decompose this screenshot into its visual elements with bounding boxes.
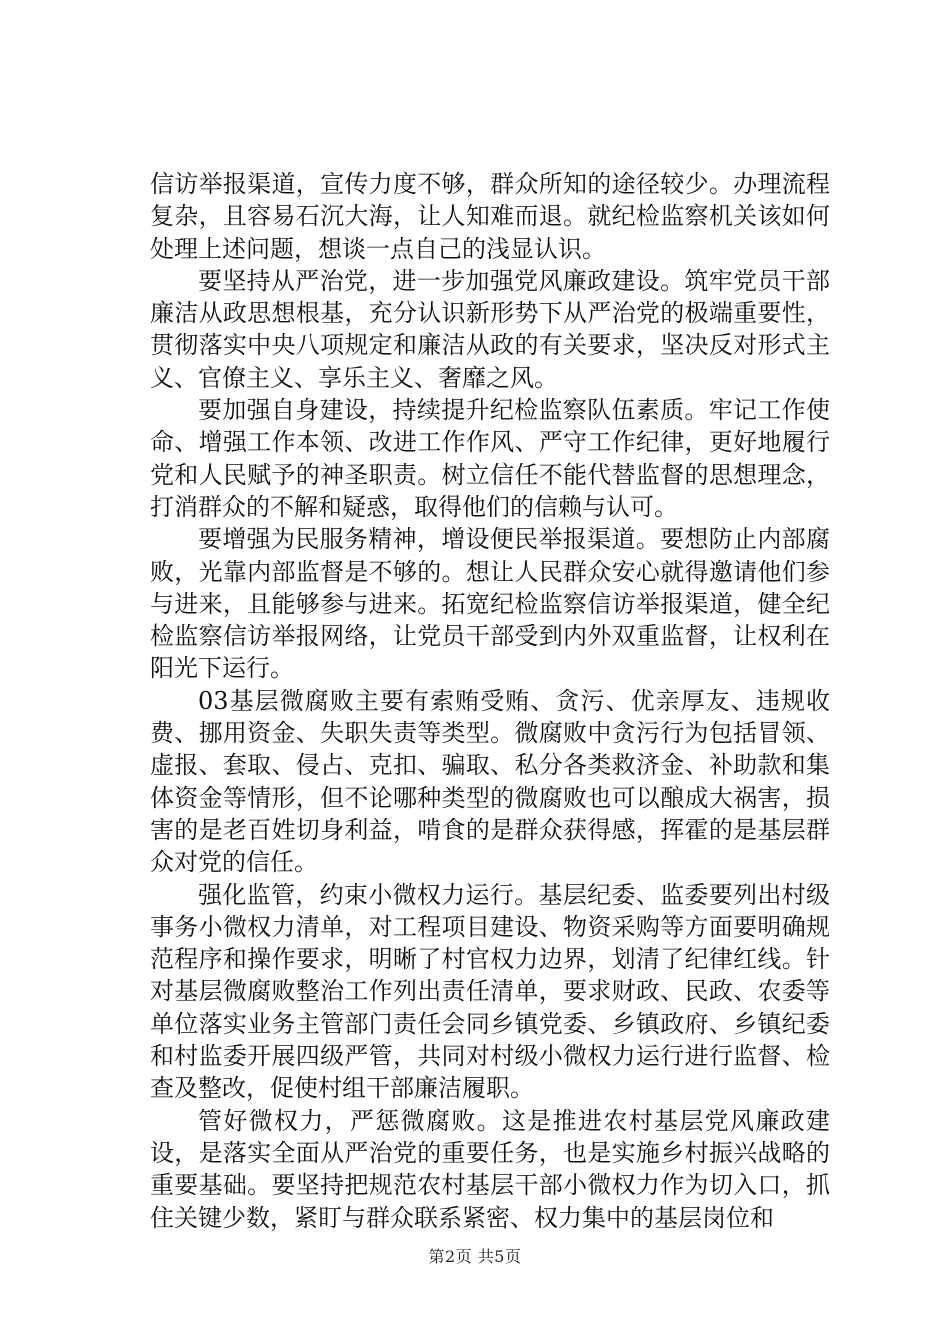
paragraph-manage-micro-power: 管好微权力，严惩微腐败。这是推进农村基层党风廉政建设，是落实全面从严治党的重要任务，也是实施乡村振兴战略的重要基础。要坚持把规范农村基层干部小微权力作为切入口，抓住关键少数，紧盯与群众联系紧密、权力集中的基层岗位和: [150, 1106, 830, 1232]
paragraph-continuation: 信访举报渠道，宣传力度不够，群众所知的途径较少。办理流程复杂，且容易石沉大海，让人知难而退。就纪检监察机关该如何处理上述问题，想谈一点自己的浅显认识。: [150, 170, 830, 263]
paragraph-self-construction: 要加强自身建设，持续提升纪检监察队伍素质。牢记工作使命、增强工作本领、改进工作作风、严守工作纪律，更好地履行党和人民赋予的神圣职责。树立信任不能代替监督的思想理念，打消群众的不解和疑惑，取得他们的信赖与认可。: [150, 396, 830, 521]
document-body: [150, 168, 830, 1234]
page-number-footer: 第2页 共5页: [428, 1247, 522, 1266]
paragraph-report-channels: 要增强为民服务精神，增设便民举报渠道。要想防止内部腐败，光靠内部监督是不够的。想让人民群众安心就得邀请他们参与进来，且能够参与进来。拓宽纪检监察信访举报渠道，健全纪检监察信访举报网络，让党员干部受到内外双重监督，让权利在阳光下运行。: [150, 525, 830, 683]
paragraph-micro-corruption-types: 03基层微腐败主要有索贿受贿、贪污、优亲厚友、违规收费、挪用资金、失职失责等类型。微腐败中贪污行为包括冒领、虚报、套取、侵占、克扣、骗取、私分各类救济金、补助款和集体资金等情形，但不论哪种类型的微腐败也可以酿成大祸害，损害的是老百姓切身利益，啃食的是群众获得感，挥霍的是基层群众对党的信任。: [150, 686, 830, 877]
paragraph-strict-party-governance: 要坚持从严治党，进一步加强党风廉政建设。筑牢党员干部廉洁从政思想根基，充分认识新形势下从严治党的极端重要性，贯彻落实中央八项规定和廉洁从政的有关要求，坚决反对形式主义、官僚主义、享乐主义、奢靡之风。: [150, 266, 830, 392]
paragraph-strengthen-supervision: 强化监管，约束小微权力运行。基层纪委、监委要列出村级事务小微权力清单，对工程项目建设、物资采购等方面要明确规范程序和操作要求，明晰了村官权力边界，划清了纪律红线。针对基层微腐败整治工作列出责任清单，要求财政、民政、农委等单位落实业务主管部门责任会同乡镇党委、乡镇政府、乡镇纪委和村监委开展四级严管，共同对村级小微权力运行进行监督、检查及整改，促使村组干部廉洁履职。: [150, 880, 830, 1103]
